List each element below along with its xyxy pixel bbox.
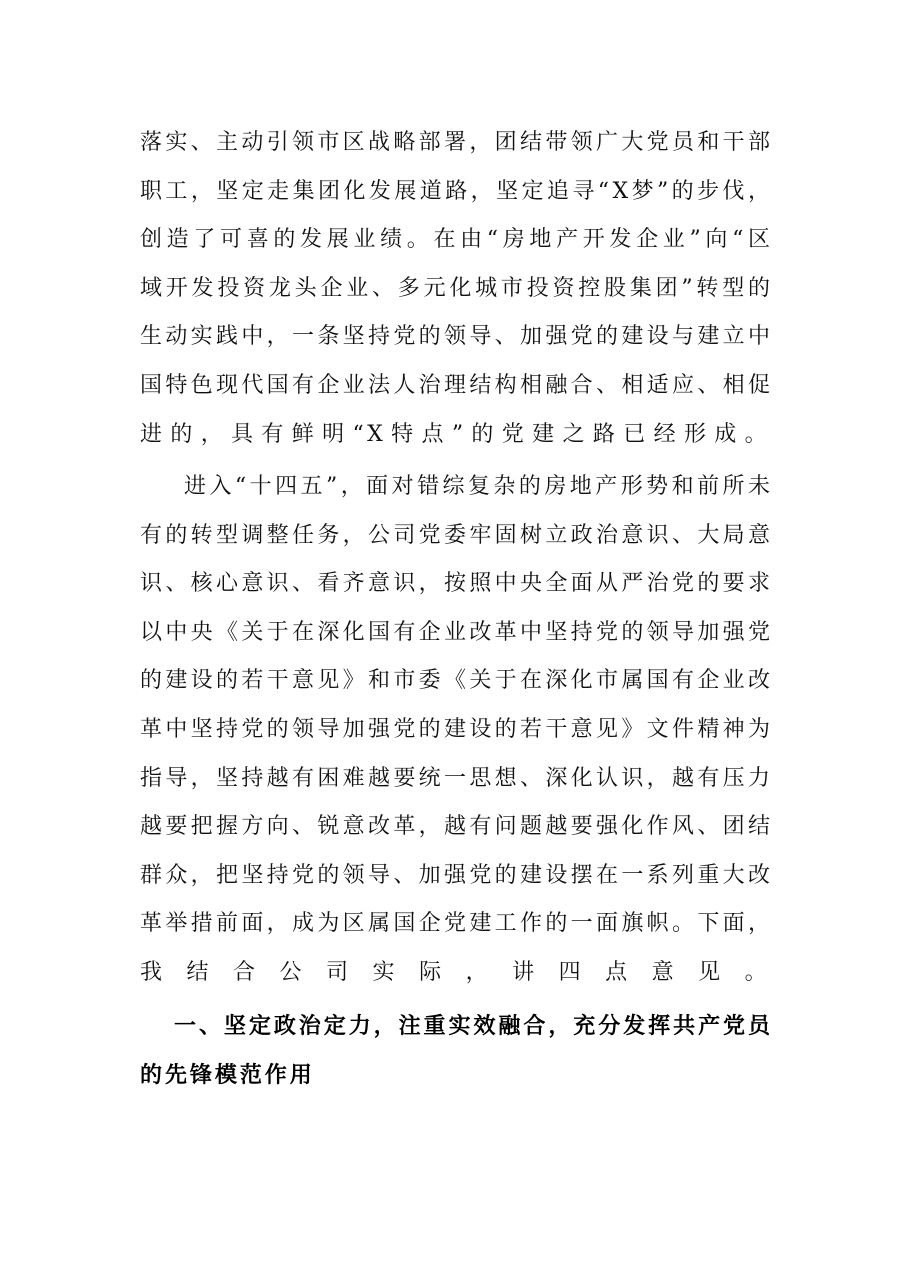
paragraph-line: 指导，坚持越有困难越要统一思想、深化认识，越有压力 [140,765,774,791]
paragraph-1 [140,119,775,459]
paragraph-line: 越要把握方向、锐意改革，越有问题越要强化作风、团结 [140,814,774,840]
paragraph-line: 我结合公司实际，讲四点意见。 [140,959,770,985]
paragraph-line: 域开发投资龙头企业、多元化城市投资控股集团”转型的 [140,275,774,301]
heading-line: 的先锋模范作用 [140,1062,315,1088]
paragraph-line: 群众，把坚持党的领导、加强党的建设摆在一系列重大改 [140,862,774,888]
paragraph-line: 职工，坚定走集团化发展道路，坚定追寻“X梦”的步伐， [140,178,774,204]
paragraph-line: 识、核心意识、看齐意识，按照中央全面从严治党的要求 [140,571,774,597]
paragraph-line: 创造了可喜的发展业绩。在由“房地产开发企业”向“区 [140,227,775,253]
paragraph-line: 落实、主动引领市区战略部署，团结带领广大党员和干部 [140,130,774,155]
paragraph-line: 有的转型调整任务，公司党委牢固树立政治意识、大局意 [140,522,774,548]
paragraph-line: 的建设的若干意见》和市委《关于在深化市属国有企业改 [140,668,774,694]
paragraph-line: 进的，具有鲜明“X特点”的党建之路已经形成。 [140,421,770,447]
heading-line: 一、坚定政治定力，注重实效融合，充分发挥共产党员 [174,1014,773,1039]
paragraph-line: 生动实践中，一条坚持党的领导、加强党的建设与建立中 [140,324,774,350]
paragraph-line: 进入“十四五”，面对错综复杂的房地产形势和前所未 [184,474,774,499]
paragraph-line: 国特色现代国有企业法人治理结构相融合、相适应、相促 [140,372,774,398]
section-heading [140,1003,773,1100]
paragraph-line: 革举措前面，成为区属国企党建工作的一面旗帜。下面， [140,911,774,937]
paragraph-2 [140,463,774,998]
paragraph-line: 以中央《关于在深化国有企业改革中坚持党的领导加强党 [140,619,774,645]
paragraph-line: 革中坚持党的领导加强党的建设的若干意见》文件精神为 [140,716,774,742]
